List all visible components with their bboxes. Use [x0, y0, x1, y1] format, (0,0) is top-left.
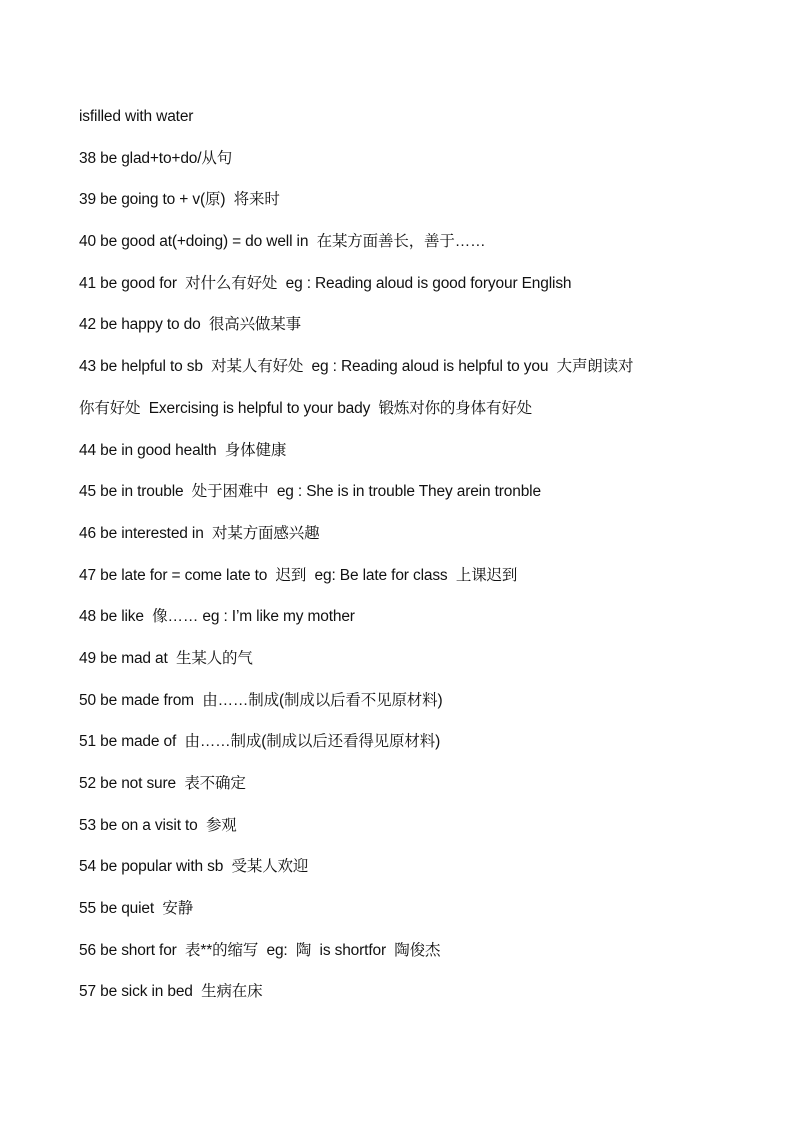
text-line: 52 be not sure 表不确定 — [79, 775, 246, 792]
text-line: 44 be in good health 身体健康 — [79, 441, 287, 459]
text-line: 40 be good at(+doing) = do well in 在某方面善长，善于…… — [79, 233, 486, 251]
text-line: 56 be short for 表**的缩写 eg: 陶 is shortfor 陶俊杰 — [79, 941, 441, 959]
text-line: 57 be sick in bed 生病在床 — [79, 983, 263, 1001]
text-line: 45 be in trouble 处于困难中 eg : She is in trouble They arein tronble — [79, 483, 541, 501]
text-line: 51 be made of 由……制成(制成以后还看得见原材料) — [79, 733, 441, 751]
text-line: 38 be glad+to+do/从句 — [79, 149, 233, 167]
text-line: 42 be happy to do 很高兴做某事 — [79, 316, 301, 334]
text-line: 48 be like 像…… eg : I’m like my mother — [79, 608, 355, 626]
text-line: 50 be made from 由……制成(制成以后看不见原材料) — [79, 691, 443, 709]
text-line: 47 be late for = come late to 迟到 eg: Be late for class 上课迟到 — [79, 566, 518, 584]
text-line: 你有好处 Exercising is helpful to your bady 锻炼对你的身体有好处 — [79, 399, 533, 417]
text-line: 49 be mad at 生某人的气 — [79, 649, 253, 667]
phrase-list — [79, 105, 759, 1022]
text-line: 41 be good for 对什么有好处 eg : Reading aloud is good foryour English — [79, 274, 572, 292]
text-line: 54 be popular with sb 受某人欢迎 — [79, 858, 309, 876]
text-line: 55 be quiet 安静 — [79, 900, 194, 918]
text-line: 39 be going to + v(原) 将来时 — [79, 191, 280, 209]
text-line: 43 be helpful to sb 对某人有好处 eg : Reading aloud is helpful to you 大声朗读对 — [79, 358, 634, 376]
text-line: 53 be on a visit to 参观 — [79, 816, 237, 834]
text-line: isfilled with water — [79, 108, 194, 125]
text-line: 46 be interested in 对某方面感兴趣 — [79, 524, 320, 542]
